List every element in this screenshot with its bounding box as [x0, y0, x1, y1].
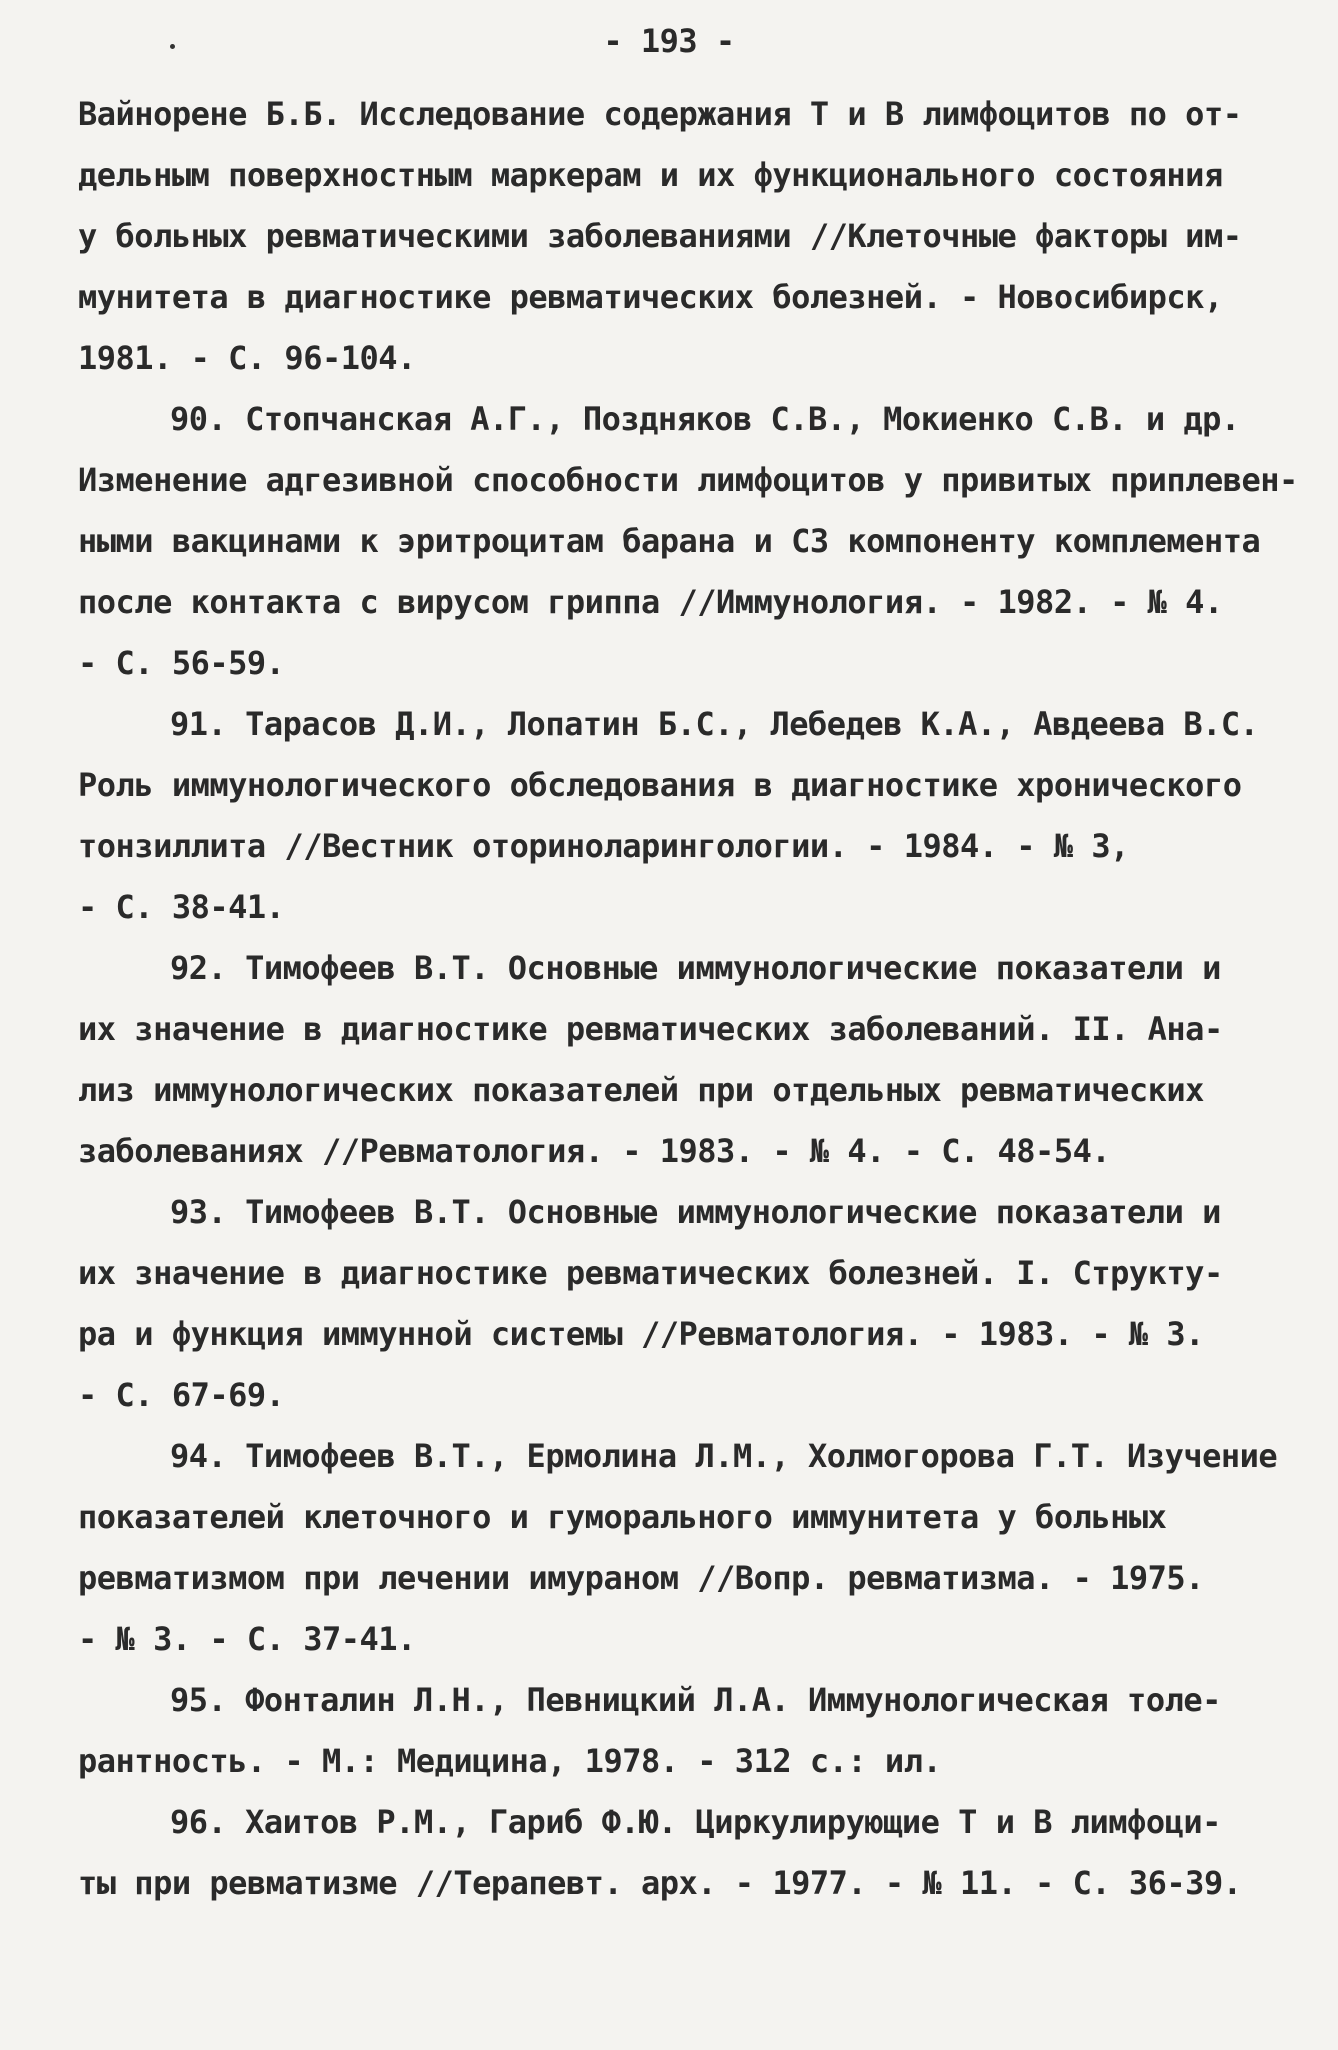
text-line: ревматизмом при лечении имураном //Вопр. ревматизма. - 1975. [78, 1559, 1204, 1597]
text-line: Роль иммунологического обследования в диагностике хронического [78, 766, 1242, 804]
text-line: мунитета в диагностике ревматических болезней. - Новосибирск, [78, 278, 1223, 316]
text-line: лиз иммунологических показателей при отдельных ревматических [78, 1071, 1204, 1109]
text-line: тонзиллита //Вестник оториноларингологии. - 1984. - № 3, [78, 827, 1129, 865]
text-line: дельным поверхностным маркерам и их функционального состояния [78, 156, 1223, 194]
text-line: Изменение адгезивной способности лимфоцитов у привитых приплевен- [78, 461, 1298, 499]
text-line: ра и функция иммунной системы //Ревматология. - 1983. - № 3. [78, 1315, 1204, 1353]
reference-start-90: 90. Стопчанская А.Г., Поздняков С.В., Мокиенко С.В. и др. [170, 400, 1240, 438]
reference-start-93: 93. Тимофеев В.Т. Основные иммунологические показатели и [170, 1193, 1221, 1231]
text-line: - С. 56-59. [78, 644, 285, 682]
text-line: показателей клеточного и гуморального иммунитета у больных [78, 1498, 1167, 1536]
reference-start-94: 94. Тимофеев В.Т., Ермолина Л.М., Холмогорова Г.Т. Изучение [170, 1437, 1278, 1475]
text-line: заболеваниях //Ревматология. - 1983. - № 4. - С. 48-54. [78, 1132, 1111, 1170]
text-line: у больных ревматическими заболеваниями //Клеточные факторы им- [78, 217, 1242, 255]
text-line: ными вакцинами к эритроцитам барана и С3 компоненту комплемента [78, 522, 1261, 560]
reference-start-95: 95. Фонталин Л.Н., Певницкий Л.А. Иммунологическая толе- [170, 1681, 1221, 1719]
text-line: Вайнорене Б.Б. Исследование содержания Т и В лимфоцитов по от- [78, 95, 1242, 133]
reference-list [78, 84, 1298, 1914]
text-line: рантность. - М.: Медицина, 1978. - 312 с.: ил. [78, 1742, 942, 1780]
page-number: - 193 - [603, 22, 735, 60]
text-line: - С. 38-41. [78, 888, 285, 926]
text-line: - № 3. - С. 37-41. [78, 1620, 416, 1658]
text-line: - С. 67-69. [78, 1376, 285, 1414]
text-line: после контакта с вирусом гриппа //Иммунология. - 1982. - № 4. [78, 583, 1223, 621]
text-line: их значение в диагностике ревматических заболеваний. II. Ана- [78, 1010, 1223, 1048]
text-line: ты при ревматизме //Терапевт. арх. - 1977. - № 11. - С. 36-39. [78, 1864, 1242, 1902]
reference-start-96: 96. Хаитов Р.М., Гариб Ф.Ю. Циркулирующие Т и В лимфоци- [170, 1803, 1221, 1841]
text-line: 1981. - С. 96-104. [78, 339, 416, 377]
reference-start-92: 92. Тимофеев В.Т. Основные иммунологические показатели и [170, 949, 1221, 987]
reference-start-91: 91. Тарасов Д.И., Лопатин Б.С., Лебедев К.А., Авдеева В.С. [170, 705, 1259, 743]
text-line: их значение в диагностике ревматических болезней. I. Структу- [78, 1254, 1223, 1292]
